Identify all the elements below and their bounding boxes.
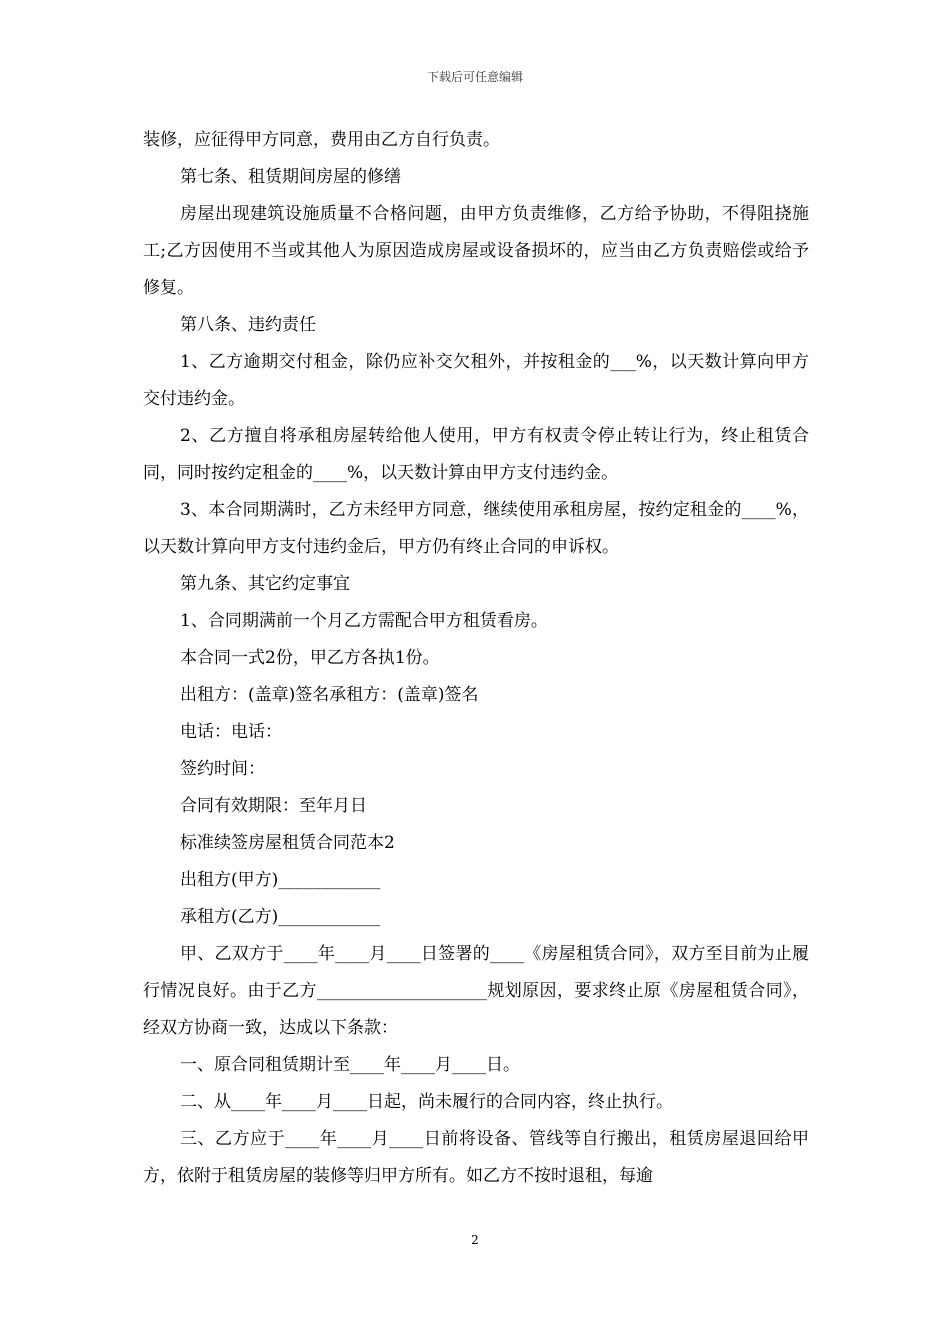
clause-3: 三、乙方应于____年____月____日前将设备、管线等自行搬出，租赁房屋退回给甲方，依附于租赁房屋的装修等归甲方所有。如乙方不按时退租，每逾	[143, 1129, 809, 1186]
section-heading: 第八条、违约责任	[180, 315, 316, 335]
paragraph: 房屋出现建筑设施质量不合格问题，由甲方负责维修，乙方给予协助，不得阻挠施工;乙方因使用不当或其他人为原因造成房屋或设备损坏的，应当由乙方负责赔偿或给予修复。	[143, 204, 809, 298]
page-header: 下载后可任意编辑	[426, 70, 523, 84]
paragraph: 3、本合同期满时，乙方未经甲方同意，继续使用承租房屋，按约定租金的____%，以天数计算向甲方支付违约金后，甲方仍有终止合同的申诉权。	[143, 500, 809, 557]
validity-line: 合同有效期限：至年月日	[180, 796, 367, 816]
sign-date-line: 签约时间：	[180, 759, 265, 779]
document-title: 标准续签房屋租赁合同范本2	[180, 833, 395, 853]
document-body	[143, 122, 809, 1195]
paragraph: 1、合同期满前一个月乙方需配合甲方租赁看房。	[180, 611, 548, 631]
paragraph: 本合同一式2份，甲乙方各执1份。	[180, 648, 440, 668]
paragraph: 2、乙方擅自将承租房屋转给他人使用，甲方有权责令停止转让行为，终止租赁合同，同时按约定租金的____%，以天数计算由甲方支付违约金。	[143, 426, 809, 483]
section-heading: 第九条、其它约定事宜	[180, 574, 350, 594]
signature-line: 出租方：(盖章)签名承租方：(盖章)签名	[180, 685, 479, 705]
page-number: 2	[471, 1233, 479, 1247]
paragraph: 1、乙方逾期交付租金，除仍应补交欠租外，并按租金的___%，以天数计算向甲方交付违约金。	[143, 352, 809, 409]
paragraph: 甲、乙双方于____年____月____日签署的____《房屋租赁合同》，双方至目前为止履行情况良好。由于乙方____________________规划原因，要求终止原《房屋租赁合同》，经双方协商一致，达成以下条款：	[143, 944, 809, 1038]
lessee-field: 承租方(乙方)____________	[180, 907, 381, 927]
paragraph: 装修，应征得甲方同意，费用由乙方自行负责。	[143, 130, 500, 150]
lessor-field: 出租方(甲方)____________	[180, 870, 381, 890]
phone-line: 电话：电话：	[180, 722, 282, 742]
clause-2: 二、从____年____月____日起，尚未履行的合同内容，终止执行。	[180, 1092, 673, 1112]
section-heading: 第七条、租赁期间房屋的修缮	[180, 167, 401, 187]
clause-1: 一、原合同租赁期计至____年____月____日。	[180, 1055, 520, 1075]
